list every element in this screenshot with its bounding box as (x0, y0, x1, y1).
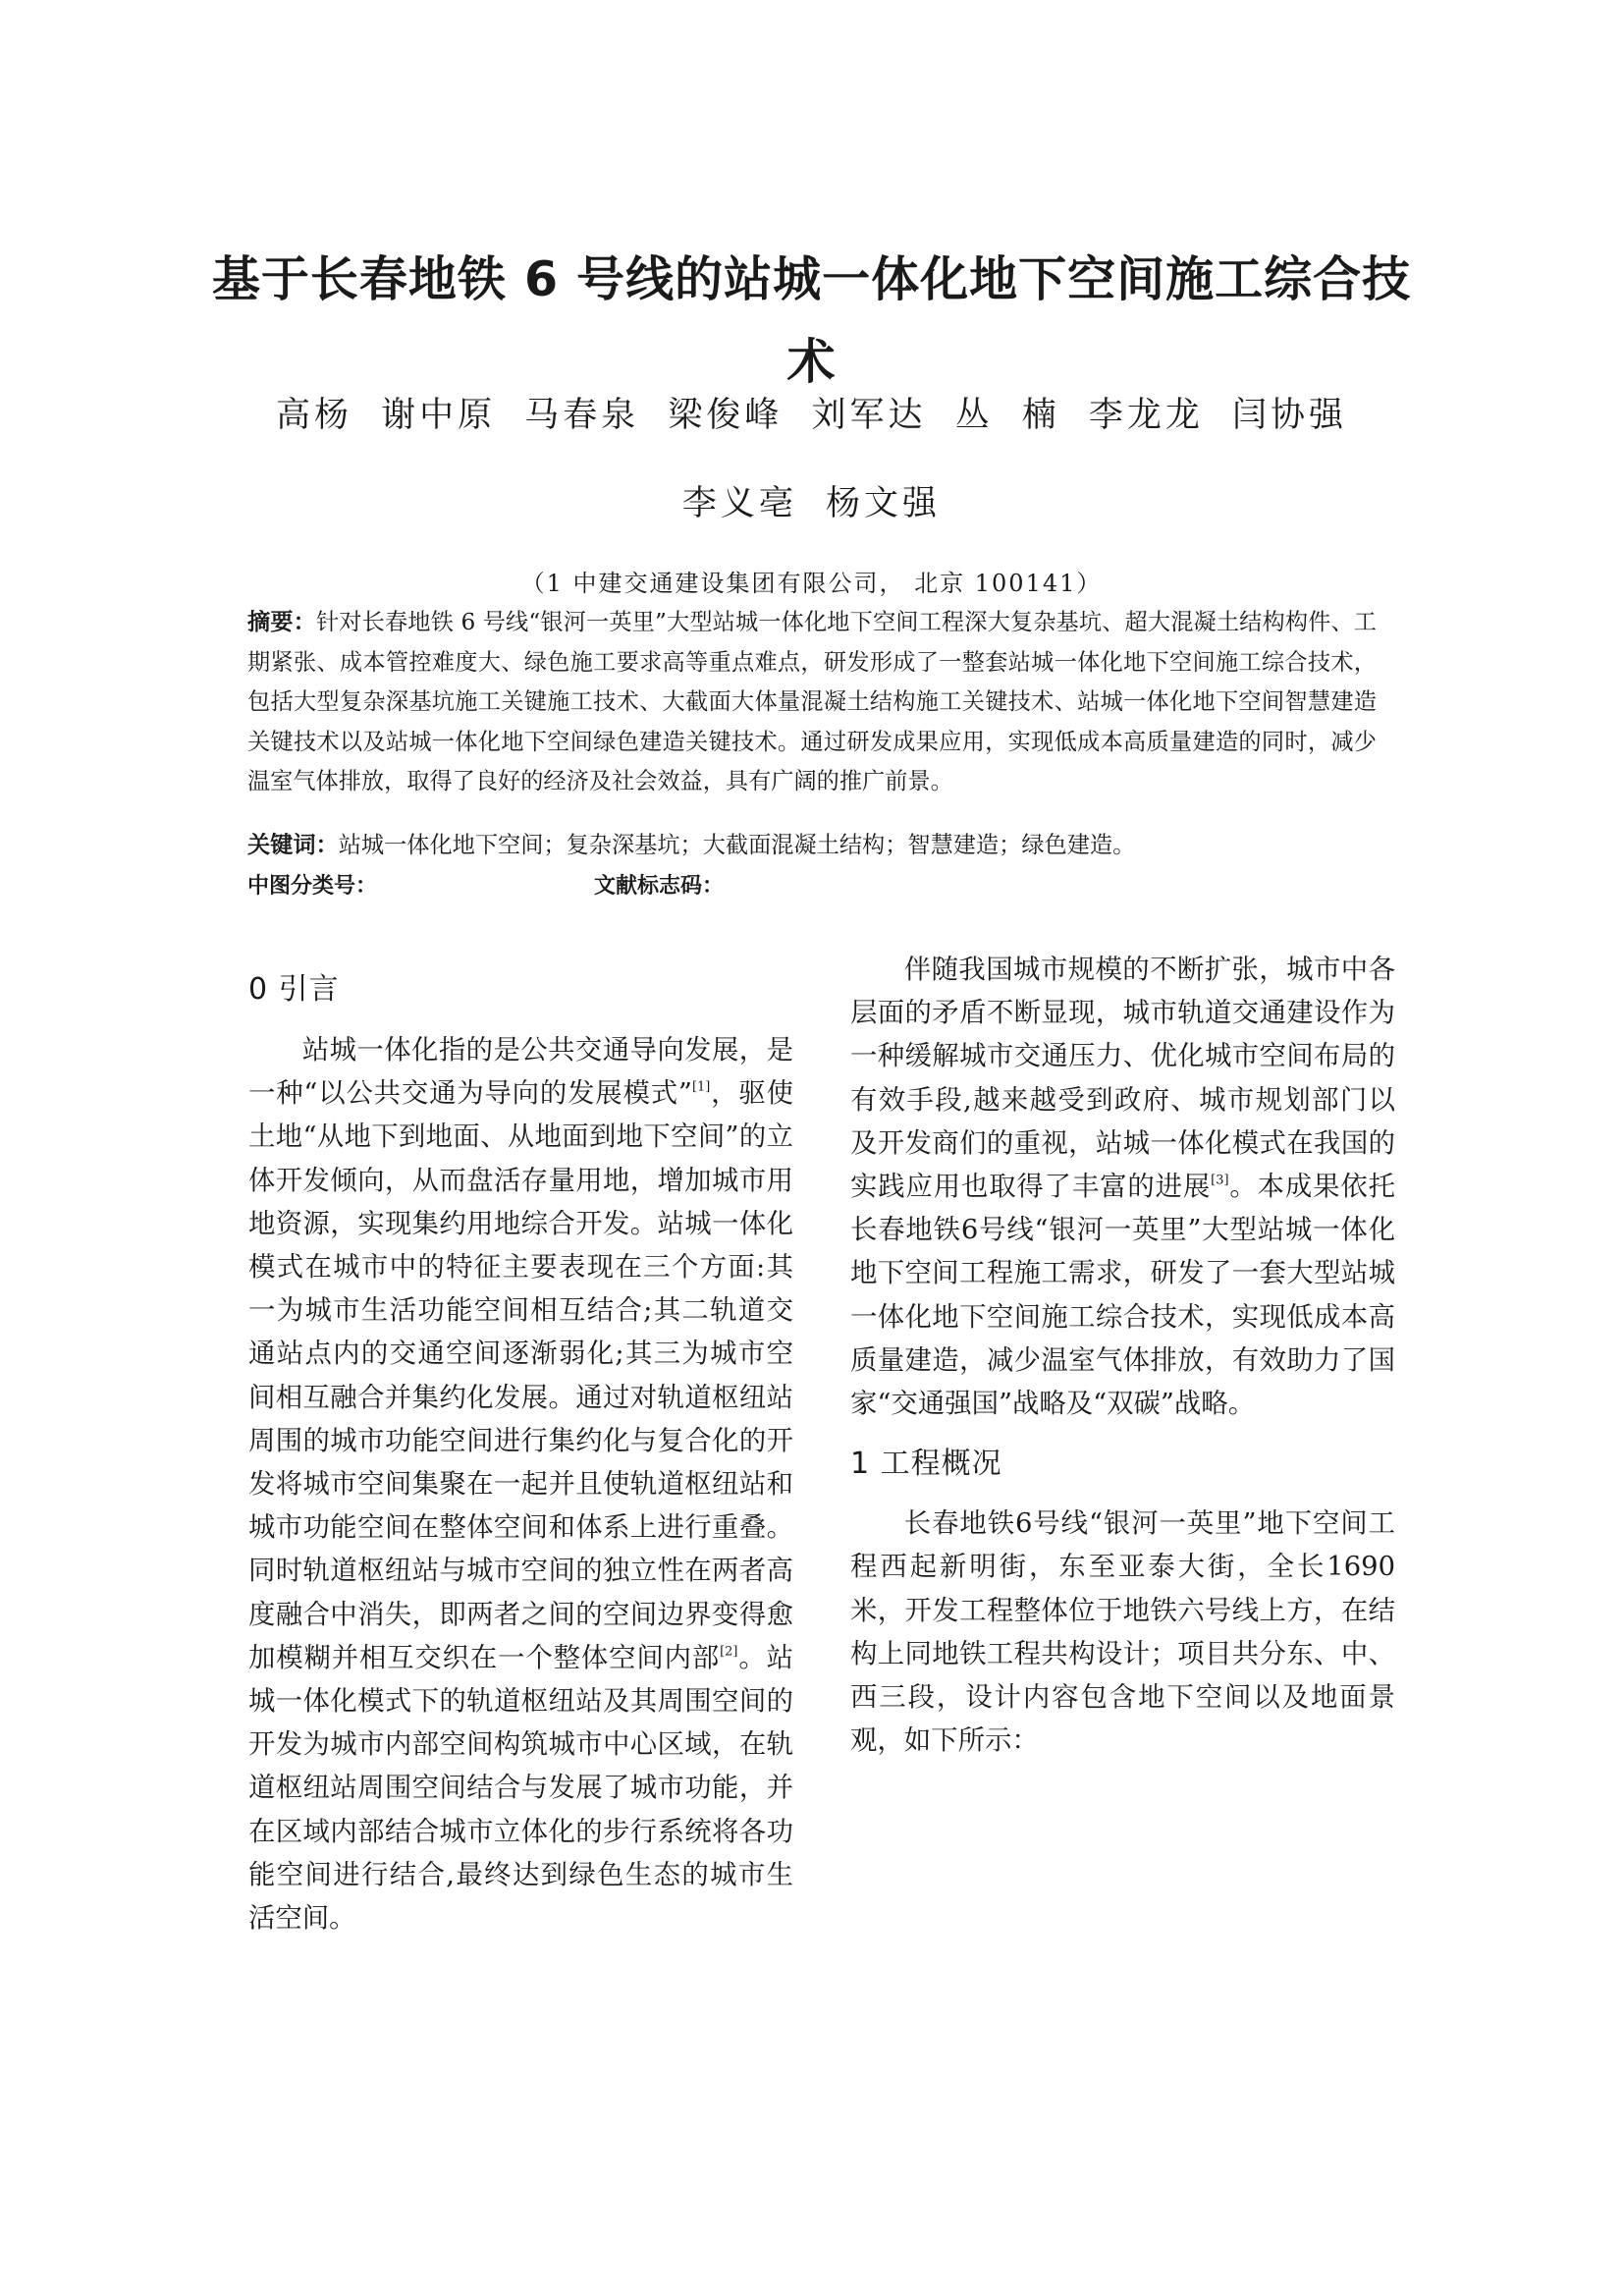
section-heading-introduction: 0 引言 (248, 972, 340, 1007)
intro-p1-text-c: 。站城一体化模式下的轨道枢纽站及其周围空间的开发为城市内部空间构筑城市中心区域，在轨道枢纽站周围空间结合与发展了城市功能，并在区域内部结合城市立体化的步行系统将各功能空间进行结合,最终达到绿色生态的城市生活空间。 (248, 1642, 793, 1935)
paper-title: 基于长春地铁 6 号线的站城一体化地下空间施工综合技术 (211, 250, 1412, 390)
intro-p2-text-b: 。本成果依托长春地铁6号线“银河一英里”大型站城一体化地下空间工程施工需求，研发了一套大型站城一体化地下空间施工综合技术，实现低成本高质量建造，减少温室气体排放，有效助力了国家“交通强国”战略及“双碳”战略。 (850, 1172, 1395, 1420)
intro-paragraph-1 (248, 1029, 793, 1941)
clc-label: 中图分类号： (247, 874, 378, 899)
affiliation: （1 中建交通建设集团有限公司， 北京 100141） (520, 570, 1103, 597)
citation-3: [3] (1211, 1173, 1229, 1188)
author-list: 高杨 谢中原 马春泉 梁俊峰 刘军达 丛 楠 李龙龙 闫协强 李义亳 杨文强 (275, 396, 1347, 523)
abstract (247, 603, 1377, 802)
abstract-text: 针对长春地铁 6 号线“银河一英里”大型站城一体化地下空间工程深大复杂基坑、超大混凝土结构构件、工期紧张、成本管控难度大、绿色施工要求高等重点难点，研发形成了一整套站城一体化地下空间施工综合技术，包括大型复杂深基坑施工关键施工技术、大截面大体量混凝土结构施工关键技术、站城一体化地下空间智慧建造关键技术以及站城一体化地下空间绿色建造关键技术。通过研发成果应用，实现低成本高质量建造的同时，减少温室气体排放，取得了良好的经济及社会效益，具有广阔的推广前景。 (247, 609, 1377, 794)
abstract-label: 摘要： (247, 609, 316, 635)
classification-line (247, 867, 1377, 906)
keywords (247, 826, 1377, 865)
citation-2: [2] (720, 1644, 738, 1660)
body-column-left (248, 949, 793, 1941)
body-column-right-flow (850, 949, 1395, 1763)
intro-p1-text-a: 站城一体化指的是公共交通导向发展，是一种“以公共交通为导向的发展模式” (248, 1035, 793, 1110)
keywords-label: 关键词： (247, 832, 339, 858)
intro-p2-text-a: 伴随我国城市规模的不断扩张，城市中各层面的矛盾不断显现，城市轨道交通建设作为一种缓解城市交通压力、优化城市空间布局的有效手段,越来越受到政府、城市规划部门以及开发商们的重视，站城一体化模式在我国的实践应用也取得了丰富的进展 (850, 955, 1395, 1203)
doc-code-label: 文献标志码： (594, 874, 725, 899)
intro-paragraph-2 (850, 949, 1395, 1426)
keywords-text: 站城一体化地下空间；复杂深基坑；大截面混凝土结构；智慧建造；绿色建造。 (338, 832, 1136, 858)
overview-paragraph-1: 长春地铁6号线“银河一英里”地下空间工程西起新明街，东至亚泰大街，全长1690米，开发工程整体位于地铁六号线上方，在结构上同地铁工程共构设计；项目共分东、中、西三段，设计内容包含地下空间以及地面景观，如下所示： (850, 1508, 1395, 1757)
intro-p1-text-b: ，驱使土地“从地下到地面、从地面到地下空间”的立体开发倾向，从而盘活存量用地，增加城市用地资源，实现集约用地综合开发。站城一体化模式在城市中的特征主要表现在三个方面:其一为城市生活功能空间相互结合;其二轨道交通站点内的交通空间逐渐弱化;其三为城市空间相互融合并集约化发展。通过对轨道枢纽站周围的城市功能空间进行集约化与复合化的开发将城市空间集聚在一起并且使轨道枢纽站和城市功能空间在整体空间和体系上进行重叠。同时轨道枢纽站与城市空间的独立性在两者高度融合中消失，即两者之间的空间边界变得愈加模糊并相互交织在一个整体空间内部 (248, 1078, 793, 1673)
section-heading-project-overview: 1 工程概况 (850, 1447, 1002, 1482)
citation-1: [1] (691, 1079, 711, 1095)
